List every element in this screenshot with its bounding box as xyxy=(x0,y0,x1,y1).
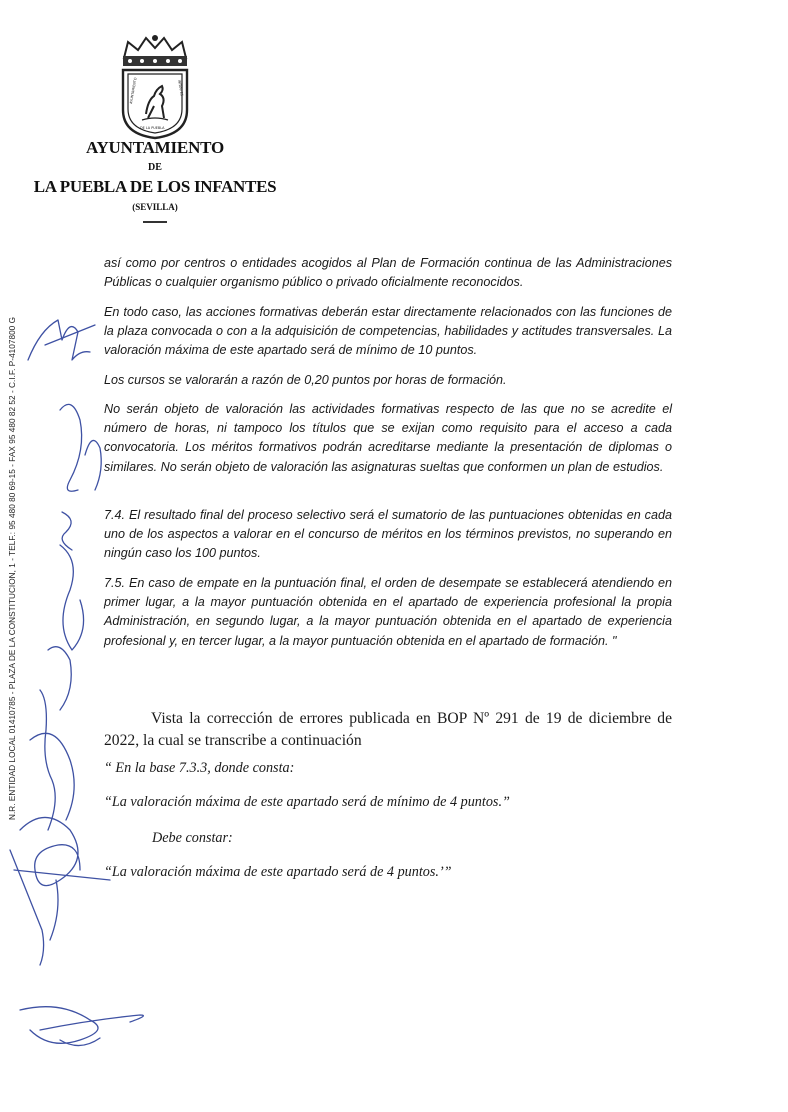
org-name-line-3: LA PUEBLA DE LOS INFANTES xyxy=(33,177,277,196)
body-paragraph-3: Los cursos se valorarán a razón de 0,20 puntos por horas de formación. xyxy=(104,373,507,387)
municipal-crest-logo xyxy=(118,34,192,140)
org-name-line-2: DE xyxy=(148,162,162,173)
org-province: (SEVILLA) xyxy=(132,202,178,212)
quote-debe-label: Debe constar: xyxy=(152,830,233,846)
body-paragraph-4: No serán objeto de valoración las actividades formativas respecto de las que no se acredite el número de horas, ni tampoco los títulos que se exijan como requisito para el acceso a cada convocatoria. Los méritos formativos podrán acreditarse mediante la presentación de diplomas o similares. No serán objeto de valoración las asignaturas sueltas que conformen un plan de estudios. xyxy=(104,402,672,474)
quote-debe-text: “La valoración máxima de este apartado será de 4 puntos.’” xyxy=(104,864,452,880)
org-name-line-1: AYUNTAMIENTO xyxy=(85,138,225,157)
svg-text:AYUNTAMIENTO: AYUNTAMIENTO xyxy=(129,77,138,105)
body-paragraph-1: así como por centros o entidades acogidos al Plan de Formación continua de las Administraciones Públicas o cualquier organismo público o privado oficialmente reconocidos. xyxy=(104,256,672,290)
quote-consta-line: “La valoración máxima de este apartado será de mínimo de 4 puntos.” xyxy=(104,794,510,810)
quote-base-line: “ En la base 7.3.3, donde consta: xyxy=(104,760,295,776)
letterhead-divider xyxy=(143,221,167,223)
body-paragraph-2: En todo caso, las acciones formativas deberán estar directamente relacionados con las funciones de la plaza convocada o con a la adquisición de competencias, habilidades y actitudes transversales. La valoración máxima de este apartado será de mínimo de 10 puntos. xyxy=(104,305,672,358)
margin-registry-text: N.R. ENTIDAD LOCAL 01410785 - PLAZA DE LA CONSTITUCION, 1 - TELF.: 95 480 80 69-15 - FAX 95 480 82 52 - C.I.F. P-4107800 G xyxy=(8,316,17,820)
svg-text:DE LA PUEBLA: DE LA PUEBLA xyxy=(140,126,165,130)
svg-text:INFANTES: INFANTES xyxy=(177,79,184,97)
vista-paragraph: Vista la corrección de errores publicada en BOP Nº 291 de 19 de diciembre de 2022, la cual se transcribe a continuación xyxy=(104,710,672,749)
body-paragraph-6: 7.5. En caso de empate en la puntuación final, el orden de desempate se establecerá atendiendo en primer lugar, a la mayor puntuación obtenida en el apartado de experiencia profesional la propia Administración, en segundo lugar, a la mayor puntuación obtenida en el apartado de experiencia profesional y, en tercer lugar, a la mayor puntuación obtenida en el apartado de formación. " xyxy=(104,576,672,648)
body-paragraph-5: 7.4. El resultado final del proceso selectivo será el sumatorio de las puntuaciones obtenidas en cada uno de los aspectos a valorar en el concurso de méritos en los términos previstos, no superando en ningún caso los 100 puntos. xyxy=(104,508,672,561)
